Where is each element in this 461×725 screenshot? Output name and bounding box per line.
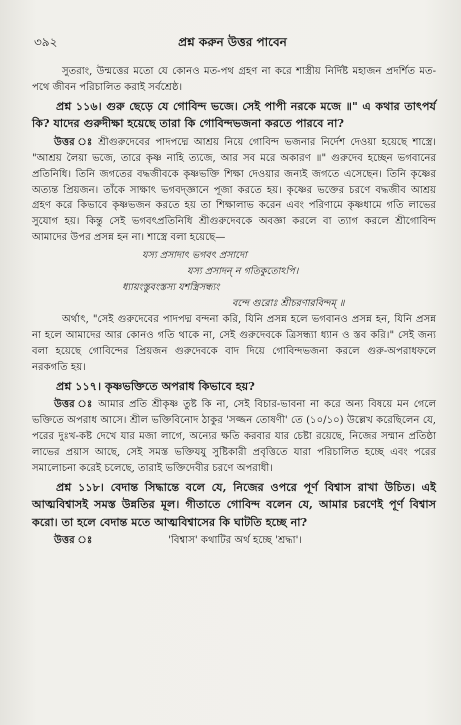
verse-line-3: ধ্যায়ংস্তুবংস্তস্য যশস্ত্রিসন্ধ্যং xyxy=(122,282,220,294)
answer-116-text: শ্রীগুরুদেবের পাদপদ্মে আশ্রয় নিয়ে গোবিন্দ ভজনার নির্দেশ দেওয়া হয়েছে শাস্ত্রে। "আশ্রয় লৈয়া ভজে, তারে কৃষ্ণ নাহি ত্যজে, আর সব মরে অকারণ ॥" গুরুদেব হচ্ছেন ভগবানের প্রতিনিধি। তিনি জগতের বদ্ধজীবকে কৃষ্ণভক্তি শিক্ষা দেওয়ার জন্যই জগতে এসেছেন। তিনি কৃষ্ণের অত্যন্ত প্রিয়জন। তাঁকে সাক্ষাৎ ভগবদ্‌জ্ঞানে পূজা করতে হয়। কৃষ্ণের ভক্তের চরণে বদ্ধজীব আশ্রয় গ্রহণ করে কিভাবে কৃষ্ণভজন করতে হয় তা শিক্ষালাভ করেন এবং পরিণামে কৃষ্ণধামে গতি লাভের সুযোগ হয়। কিন্তু সেই ভগবৎপ্রতিনিধি শ্রীগুরুদেবকে অবজ্ঞা করলে বা ত্যাগ করলে শ্রীগোবিন্দ আমাদের উপর প্রসন্ন হন না। শাস্ত্রে বলা হয়েছে— xyxy=(32,136,436,244)
answer-117 xyxy=(32,397,436,477)
verse-line-2: যস্য প্রসাদন্ ন গতিকুতোঽপি। xyxy=(187,266,299,278)
question-118: প্রশ্ন ১১৮। বেদান্ত সিদ্ধান্তে বলে যে, নিজের ওপরে পূর্ণ বিশ্বাস রাখা উচিত। এই আত্মবিশ্বাসই সমস্ত উন্নতির মূল। গীতাতে গোবিন্দ বলেন যে, আমার চরণেই পূর্ণ বিশ্বাস করো। তা হলে বেদান্ত মতে আত্মবিশ্বাসের কি ঘাটতি হচ্ছে না? xyxy=(32,479,436,529)
answer-label: উত্তর ঃ xyxy=(54,136,93,148)
page-body xyxy=(32,64,436,551)
meaning-paragraph: অর্থাৎ, "সেই গুরুদেবের পাদপদ্ম বন্দনা করি, যিনি প্রসন্ন হলে ভগবানও প্রসন্ন হন, যিনি প্রসন্ন না হলে আমাদের আর কোনও গতি থাকে না, সেই গুরুদেবকে ত্রিসন্ধ্যা ধ্যান ও স্তব করি।" সেই জন্য বলা হয়েছে গোবিন্দের প্রিয়জন গুরুদেবকে বাদ দিয়ে গোবিন্দভজনা করলে গুরু-অপরাধফলে নরকগতি হয়। xyxy=(32,314,436,373)
answer-116 xyxy=(32,135,436,246)
answer-118-text: 'বিশ্বাস' কথাটির অর্থ হচ্ছে 'শ্রদ্ধা'। xyxy=(168,535,302,547)
answer-label: উত্তর ঃ xyxy=(54,535,93,547)
answer-label: উত্তর ঃ xyxy=(54,399,93,411)
question-116: প্রশ্ন ১১৬। গুরু ছেড়ে যে গোবিন্দ ভজে। সেই পাপী নরকে মজে ॥" এ কথার তাৎপর্য কি? যাদের গুরুদীক্ষা হয়েছে তারা কি গোবিন্দভজনা করতে পারবে না? xyxy=(32,98,436,131)
question-117: প্রশ্ন ১১৭। কৃষ্ণভক্তিতে অপরাধ কিভাবে হয়? xyxy=(56,378,255,393)
verse-line-4: বন্দে গুরোঃ শ্রীচরণারবিন্দম্ ॥ xyxy=(232,298,345,310)
running-title: প্রশ্ন করুন উত্তর পাবেন xyxy=(178,35,287,49)
answer-117-text: আমার প্রতি শ্রীকৃষ্ণ তুষ্ট কি না, সেই বিচার-ভাবনা না করে অন্য বিষয়ে মন গেলে ভক্তিতে অপরাধ আসে। শ্রীল ভক্তিবিনোদ ঠাকুর 'সজ্জন তোষণী' তে (১০/১০) উল্লেখ করেছিলেন যে, পরের দুঃখ-কষ্ট দেখে যার মজা লাগে, অন্যের ক্ষতি করবার যার চেষ্টা রয়েছে, নিজের সম্মান প্রতিষ্ঠা লাভের প্রয়াস আছে, সেই সমস্ত ভক্তিযযু সুষ্টিকারী প্রবৃত্তিতে যারা পরিচালিত হচ্ছে এবং পরের সমালোচনা করেই চলেছে, তারাই ভক্তিদেবীর চরণে অপরাধী। xyxy=(32,399,436,474)
intro-paragraph: সুতরাং, উন্মত্তের মতো যে কোনও মত-পথ গ্রহণ না করে শাস্ত্রীয় নির্দিষ্ট মহাজন প্রদর্শিত মত-পথে জীবন পরিচালিত করাই সর্বশ্রেষ্ঠ। xyxy=(32,66,436,93)
page-number: ৩৯২ xyxy=(34,35,58,49)
verse-line-1: যস্য প্রসাদাৎ ভগবৎ প্রসাদো xyxy=(142,250,247,262)
answer-118 xyxy=(32,533,436,549)
page-header xyxy=(34,34,431,54)
